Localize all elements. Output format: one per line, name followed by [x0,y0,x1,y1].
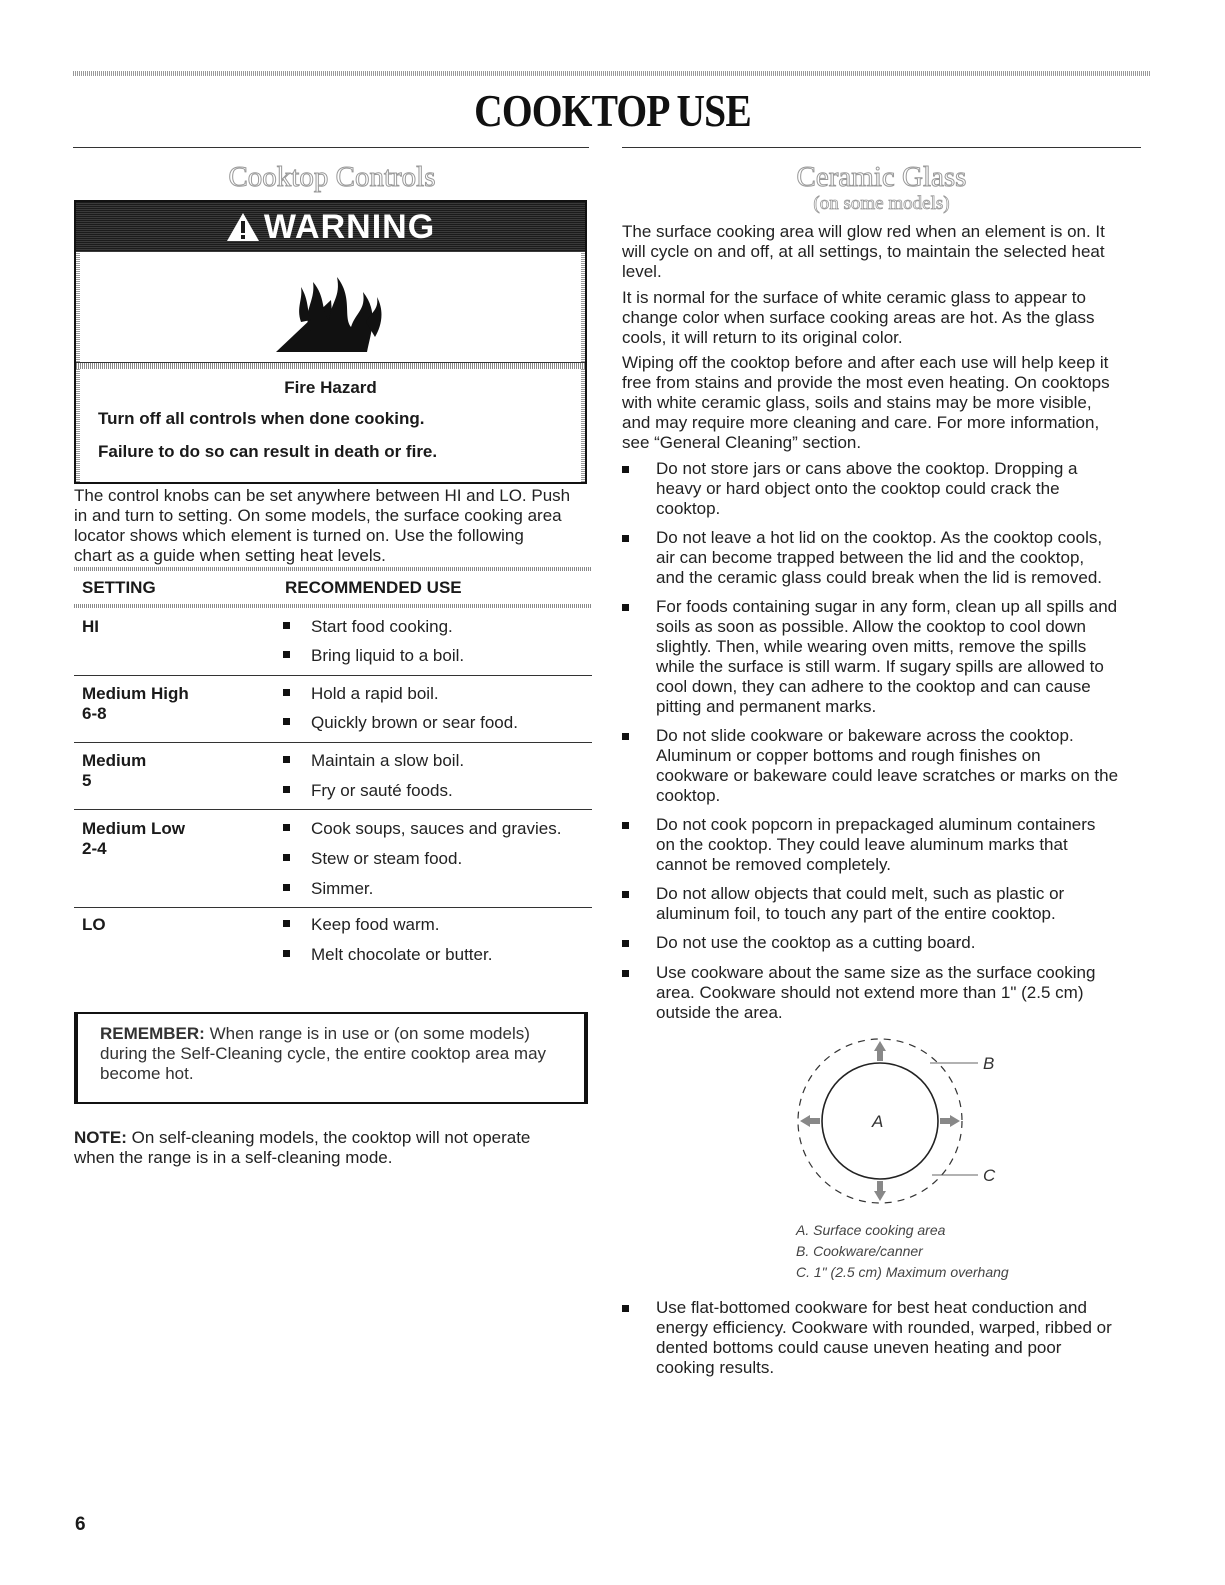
bullet-line: Aluminum or copper bottoms and rough finishes on [656,746,1041,765]
para-line: with white ceramic glass, soils and stains may be more visible, [622,393,1092,412]
table-header-use: RECOMMENDED USE [285,578,462,597]
note-line: when the range is in a self-cleaning mode. [74,1148,393,1167]
ceramic-para-2 [622,288,1147,348]
use-item [283,751,464,771]
row-rule [74,809,592,810]
diagram-label-c: C [983,1166,996,1185]
bullet-icon [622,466,629,473]
remember-line [100,1024,568,1044]
use-text: Fry or sauté foods. [311,781,453,800]
intro-line: in and turn to setting. On some models, the surface cooking area [74,506,562,525]
table-header-rule [74,604,592,608]
ceramic-bullet [622,815,1142,875]
setting-value: 6-8 [82,704,107,723]
bullet-line: energy efficiency. Cookware with rounded, warped, ribbed or [656,1318,1112,1337]
setting-medium [82,751,146,791]
bullet-line: cannot be removed completely. [656,855,891,874]
bullet-line: Do not store jars or cans above the cooktop. Dropping a [656,459,1078,478]
para-line: and may require more cleaning and care. For more information, [622,413,1100,432]
use-item [283,849,462,869]
note-label: NOTE: [74,1128,127,1147]
intro-line: The control knobs can be set anywhere between HI and LO. Push [74,486,571,505]
ceramic-glass-subheading: (on some models) [813,193,950,214]
bullet-icon [283,950,290,957]
bullet-icon [622,970,629,977]
use-item [283,684,439,704]
bullet-line: Do not slide cookware or bakeware across the cooktop. [656,726,1074,745]
para-line: will cycle on and off, at all settings, to maintain the selected heat [622,242,1105,261]
setting-medium-high [82,684,189,724]
use-item [283,819,561,839]
warning-hazard-text: Fire Hazard [284,378,377,397]
bullet-icon [283,756,290,763]
warning-line-2: Failure to do so can result in death or fire. [98,442,438,461]
bullet-line: For foods containing sugar in any form, clean up all spills and [656,597,1118,616]
remember-line: become hot. [100,1064,194,1083]
bullet-icon [622,733,629,740]
bullet-line: soils as soon as possible. Allow the cooktop to cool down [656,617,1086,636]
diagram-label-a: A [872,1112,884,1131]
bullet-line: heavy or hard object onto the cooktop could crack the [656,479,1060,498]
bullet-icon [283,854,290,861]
caption-c: C. 1" (2.5 cm) Maximum overhang [796,1264,1009,1280]
bullet-icon [622,891,629,898]
use-item [283,781,453,801]
use-text: Bring liquid to a boil. [311,646,465,665]
setting-name: LO [82,915,106,934]
use-item [283,713,518,733]
bullet-line: Use cookware about the same size as the surface cooking [656,963,1096,982]
para-line: It is normal for the surface of white ceramic glass to appear to [622,288,1086,307]
setting-medium-low [82,819,185,859]
cookware-overhang-diagram [780,1035,1020,1210]
page-number: 6 [75,1514,86,1535]
bullet-line: air can become trapped between the lid and the cooktop, [656,548,1085,567]
use-item [283,879,373,899]
ceramic-bullet-flat-bottom [622,1298,1142,1378]
bullet-line: Use flat-bottomed cookware for best heat conduction and [656,1298,1087,1317]
ceramic-bullet [622,528,1142,588]
row-rule [74,675,592,676]
bullet-icon [283,689,290,696]
setting-value: 5 [82,771,92,790]
use-item [283,915,440,935]
table-header-setting: SETTING [82,578,156,597]
bullet-line: on the cooktop. They could leave aluminum marks that [656,835,1068,854]
para-line: level. [622,262,662,281]
ceramic-bullet [622,459,1142,519]
bullet-line: cool down, they can adhere to the cooktop and can cause [656,677,1091,696]
use-text: Hold a rapid boil. [311,684,439,703]
setting-name: HI [82,617,99,636]
warning-banner-text: WARNING [263,207,436,246]
bullet-icon [622,1305,629,1312]
bullet-line: slightly. Then, while wearing oven mitts, remove the spills [656,637,1087,656]
setting-name: Medium High [82,684,189,703]
bullet-icon [283,622,290,629]
bullet-line: Do not use the cooktop as a cutting board. [656,933,976,952]
setting-lo [82,915,106,935]
warning-divider [76,362,585,369]
ceramic-bullet [622,963,1142,1023]
para-line: free from stains and provide the most even heating. On cooktops [622,373,1110,392]
ceramic-bullet [622,726,1142,806]
warning-triangle-icon [226,212,260,242]
row-rule [74,907,592,908]
intro-line: chart as a guide when setting heat levels. [74,546,386,565]
bullet-line: cooking results. [656,1358,775,1377]
para-line: The surface cooking area will glow red when an element is on. It [622,222,1105,241]
bullet-line: cookware or bakeware could leave scratches or marks on the [656,766,1119,785]
para-line: change color when surface cooking areas are hot. As the glass [622,308,1095,327]
bullet-line: Do not allow objects that could melt, such as plastic or [656,884,1065,903]
warning-banner [76,202,585,252]
intro-line: locator shows which element is turned on. Use the following [74,526,524,545]
caption-a: A. Surface cooking area [796,1222,946,1238]
note-body: On self-cleaning models, the cooktop will not operate [126,1128,531,1147]
bullet-line: Do not leave a hot lid on the cooktop. As the cooktop cools, [656,528,1103,547]
use-text: Keep food warm. [311,915,440,934]
para-line: Wiping off the cooktop before and after each use will help keep it [622,353,1109,372]
ceramic-para-1 [622,222,1147,282]
bullet-icon [622,604,629,611]
fire-hazard-icon [271,272,391,354]
bullet-icon [622,822,629,829]
use-text: Simmer. [311,879,374,898]
para-line: see “General Cleaning” section. [622,433,862,452]
bullet-icon [283,824,290,831]
remember-label: REMEMBER: [100,1024,205,1043]
para-line: cools, it will return to its original color. [622,328,903,347]
bullet-line: outside the area. [656,1003,783,1022]
caption-b: B. Cookware/canner [796,1243,923,1259]
remember-line: during the Self-Cleaning cycle, the entire cooktop area may [100,1044,547,1063]
diagram-label-b: B [983,1054,995,1073]
use-item [283,617,453,637]
remember-text: When range is in use or (on some models) [204,1024,530,1043]
bullet-icon [283,718,290,725]
ceramic-para-3 [622,353,1147,453]
top-rule [73,71,1151,76]
remember-box [74,1012,588,1104]
overhang-arrow-bottom [874,1181,886,1201]
bullet-line: dented bottoms could cause uneven heating and poor [656,1338,1062,1357]
row-rule [74,742,592,743]
use-item [283,945,492,965]
overhang-arrow-right [940,1115,960,1127]
ceramic-bullet [622,597,1142,717]
bullet-line: aluminum foil, to touch any part of the entire cooktop. [656,904,1056,923]
note-text [74,1128,594,1168]
page-title: COOKTOP USE [474,85,751,136]
bullet-line: pitting and permanent marks. [656,697,877,716]
use-text: Quickly brown or sear food. [311,713,518,732]
use-text: Cook soups, sauces and gravies. [311,819,562,838]
table-top-rule [74,567,592,571]
setting-name: Medium Low [82,819,185,838]
setting-hi [82,617,99,637]
bullet-line: Do not cook popcorn in prepackaged aluminum containers [656,815,1096,834]
bullet-line: and the ceramic glass could break when the lid is removed. [656,568,1103,587]
bullet-icon [283,884,290,891]
ceramic-glass-heading: Ceramic Glass [796,161,967,193]
ceramic-bullet [622,884,1142,924]
setting-value: 2-4 [82,839,107,858]
bullet-icon [622,535,629,542]
note-line [74,1128,594,1148]
setting-name: Medium [82,751,147,770]
controls-intro [74,486,594,566]
bullet-icon [283,920,290,927]
warning-line-1: Turn off all controls when done cooking. [98,409,425,428]
use-item [283,646,464,666]
bullet-line: area. Cookware should not extend more than 1" (2.5 cm) [656,983,1084,1002]
overhang-arrow-top [874,1041,886,1061]
bullet-icon [283,786,290,793]
use-text: Start food cooking. [311,617,453,636]
bullet-line: while the surface is still warm. If sugary spills are allowed to [656,657,1104,676]
overhang-arrow-left [800,1115,820,1127]
warning-box [74,200,587,484]
ceramic-bullet [622,933,1142,953]
bullet-icon [283,651,290,658]
bullet-line: cooktop. [656,499,721,518]
bullet-icon [622,940,629,947]
cooktop-controls-heading: Cooktop Controls [228,161,436,193]
use-text: Melt chocolate or butter. [311,945,493,964]
bullet-line: cooktop. [656,786,721,805]
use-text: Stew or steam food. [311,849,463,868]
right-column-rule [622,147,1141,148]
left-column-rule [73,147,589,148]
use-text: Maintain a slow boil. [311,751,465,770]
